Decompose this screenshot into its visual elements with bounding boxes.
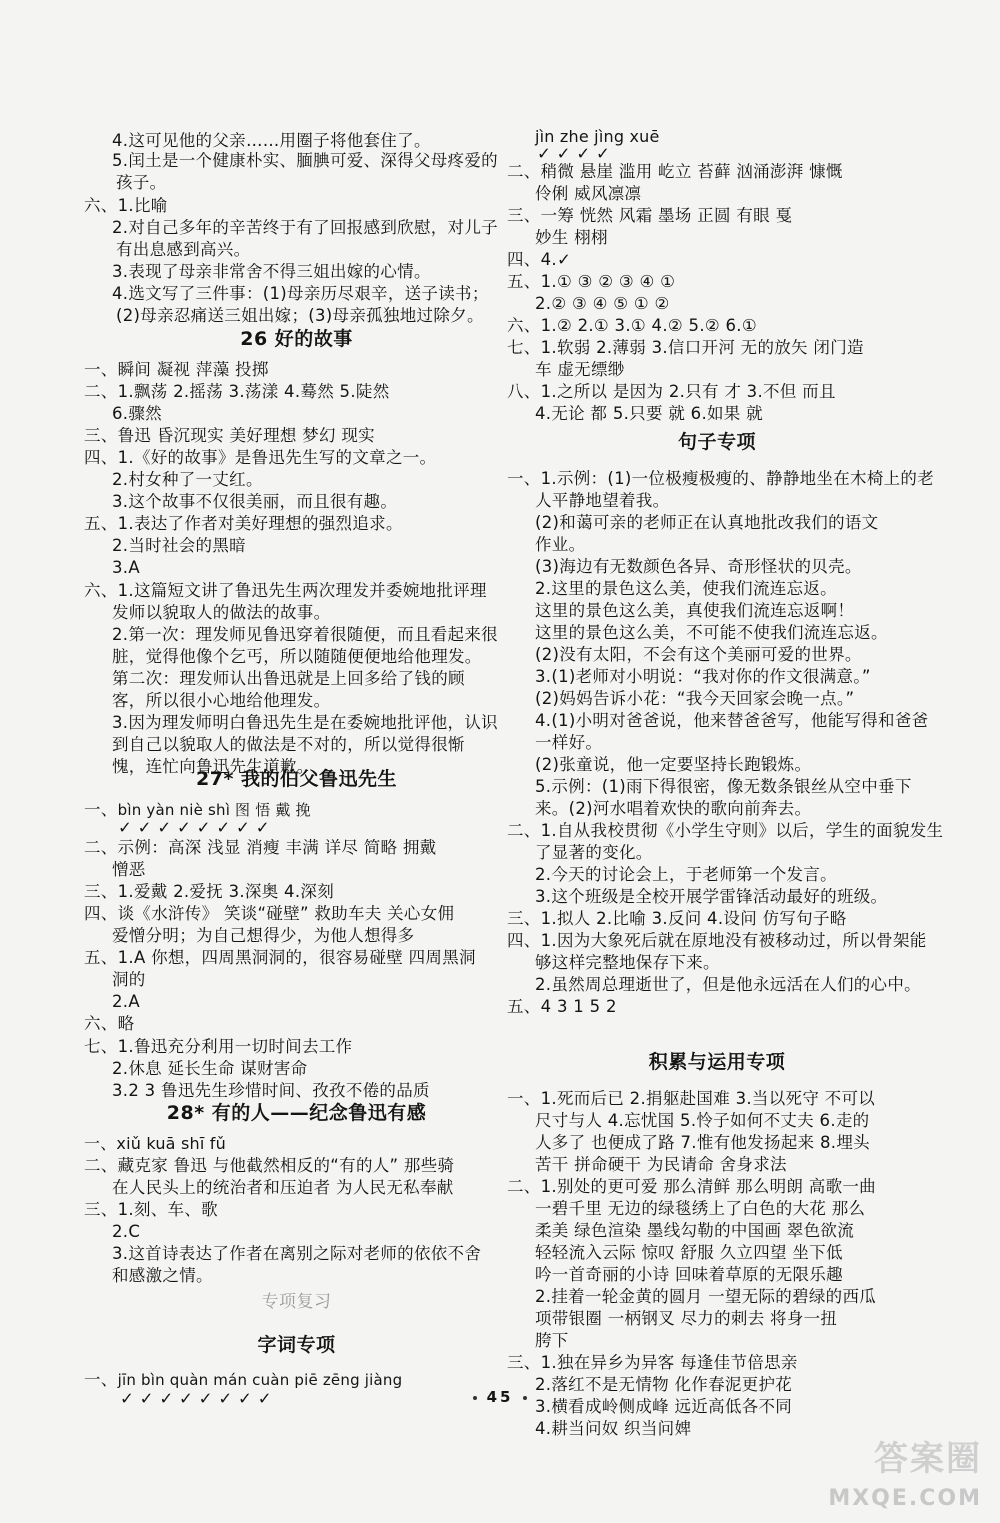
answer-line: 二、示例：高深 浅显 消瘦 丰满 详尽 简略 拥戴 <box>84 838 437 857</box>
answer-line: 2.C <box>112 1222 141 1241</box>
answer-line: 作业。 <box>535 535 586 554</box>
answer-line: 4.选文写了三件事：(1)母亲历尽艰辛，送子读书； <box>112 284 489 303</box>
answer-line: 第二次：理发师认出鲁迅就是上回多给了钱的顾 <box>112 669 465 688</box>
answer-line: 七、1.鲁迅充分利用一切时间去工作 <box>84 1037 353 1056</box>
section-title-28: 28* 有的人——纪念鲁迅有感 <box>166 1102 427 1124</box>
bullet-dot <box>523 1396 527 1400</box>
answer-line: (2)妈妈告诉小花：“我今天回家会晚一点。” <box>535 689 855 708</box>
answer-line: 四、1.因为大象死后就在原地没有被移动过，所以骨架能 <box>507 931 927 950</box>
answer-line: 4.无论 都 5.只要 就 6.如果 就 <box>535 404 763 423</box>
answer-line: 柔美 绿色渲染 墨线勾勒的中国画 翠色欲流 <box>535 1221 855 1240</box>
answer-line: 3.横看成岭侧成峰 远近高低各不同 <box>535 1397 793 1416</box>
answer-line: 2.今天的讨论会上，于老师第一个发言。 <box>535 865 837 884</box>
answer-line: 妙生 栩栩 <box>535 228 608 247</box>
answer-line: 二、1.自从我校贯彻《小学生守则》以后，学生的面貌发生 <box>507 821 944 840</box>
answer-line: 二、稍微 悬崖 滥用 屹立 苔藓 汹涌澎湃 慷慨 <box>507 162 843 181</box>
page-number <box>0 1388 1000 1406</box>
answer-line: (2)母亲忍痛送三姐出嫁；(3)母亲孤独地过除夕。 <box>116 306 484 325</box>
answer-line: 五、1.表达了作者对美好理想的强烈追求。 <box>84 514 403 533</box>
answer-line: 二、1.飘荡 2.摇荡 3.荡漾 4.蓦然 5.陡然 <box>84 382 390 401</box>
answer-line: 三、1.刻、车、歌 <box>84 1200 218 1219</box>
answer-line: 2.虽然周总理逝世了，但是他永远活在人们的心中。 <box>535 975 921 994</box>
answer-line: 孩子。 <box>116 173 167 192</box>
answer-line: (2)没有太阳，不会有这个美丽可爱的世界。 <box>535 645 862 664</box>
answer-line: 爱憎分明；为自己想得少，为他人想得多 <box>112 926 415 945</box>
pinyin-row: bìn yàn niè shì 图 悟 戴 挽 <box>117 801 311 819</box>
answer-line: 愧，连忙向鲁迅先生道歉。 <box>112 757 314 776</box>
bullet-dot <box>473 1396 477 1400</box>
answer-line: (2)和蔼可亲的老师正在认真地批改我们的语文 <box>535 513 879 532</box>
answer-line: 有出息感到高兴。 <box>116 240 251 259</box>
answer-line: 七、1.软弱 2.薄弱 3.信口开河 无的放矢 闭门造 <box>507 338 864 357</box>
answer-line: 脏，觉得他像个乞丐，所以随随便便地给他理发。 <box>112 647 482 666</box>
answer-line: 4.这可见他的父亲……用圈子将他套住了。 <box>112 131 431 150</box>
answer-line: (3)海边有无数颜色各异、奇形怪状的贝壳。 <box>535 557 862 576</box>
answer-line: 五、4 3 1 5 2 <box>507 997 617 1016</box>
answer-line: 六、1.这篇短文讲了鲁迅先生两次理发并委婉地批评理 <box>84 581 487 600</box>
answer-line: 3.2 3 鲁迅先生珍惜时间、孜孜不倦的品质 <box>112 1081 430 1100</box>
answer-line: 洞的 <box>112 970 146 989</box>
answer-line: 客，所以很小心地给他理发。 <box>112 691 331 710</box>
answer-line: 3.A <box>112 558 140 577</box>
answer-line: 3.这个班级是全校开展学雷锋活动最好的班级。 <box>535 887 888 906</box>
answer-line: 2.落红不是无情物 化作春泥更护花 <box>535 1375 793 1394</box>
page-number-text: 45 <box>486 1388 514 1406</box>
answer-line: 2.当时社会的黑暗 <box>112 536 246 555</box>
answer-line: 轻轻流入云际 惊叹 舒服 久立四望 坐下低 <box>535 1243 843 1262</box>
answer-line: 了显著的变化。 <box>535 843 653 862</box>
tick-row: ✓ ✓ ✓ ✓ <box>537 144 611 163</box>
answer-line: 在人民头上的统治者和压迫者 为人民无私奉献 <box>112 1178 454 1197</box>
answer-line: 和感激之情。 <box>112 1266 213 1285</box>
answer-line: 一、瞬间 凝视 萍藻 投掷 <box>84 360 269 379</box>
answer-line: 六、略 <box>84 1014 135 1033</box>
answer-line: 二、藏克家 鲁迅 与他截然相反的“有的人” 那些骑 <box>84 1156 455 1175</box>
answer-line: 二、1.别处的更可爱 那么清鲜 那么明朗 高歌一曲 <box>507 1177 876 1196</box>
answer-line: 伶俐 威风凛凛 <box>535 184 642 203</box>
answer-line: 一、xiǔ kuā shī fǔ <box>84 1134 226 1153</box>
answer-line: 一样好。 <box>535 733 603 752</box>
item-prefix: 一、 <box>84 800 118 819</box>
answer-line: 6.骤然 <box>112 404 162 423</box>
answer-line: 一、1.死而后已 2.捐躯赴国难 3.当以死守 不可以 <box>507 1089 876 1108</box>
answer-line: 发师以貌取人的做法的故事。 <box>112 603 331 622</box>
answer-line: 三、一筹 恍然 风霜 墨场 正圆 有眼 戛 <box>507 206 793 225</box>
answer-line: 八、1.之所以 是因为 2.只有 才 3.不但 而且 <box>507 382 836 401</box>
answer-line: 六、1.比喻 <box>84 196 168 215</box>
answer-line: 2.对自己多年的辛苦终于有了回报感到欣慰，对儿子 <box>112 218 498 237</box>
item-prefix: 一、 <box>84 1370 118 1389</box>
answer-line: 2.村女种了一丈红。 <box>112 470 263 489</box>
answer-line: 3.(1)老师对小明说：“我对你的作文很满意。” <box>535 667 871 686</box>
answer-line: 人平静地望着我。 <box>535 491 670 510</box>
answer-line: 车 虚无缥缈 <box>535 360 625 379</box>
tick-row: ✓ ✓ ✓ ✓ ✓ ✓ ✓ ✓ <box>120 1389 272 1408</box>
answer-line: 2.A <box>112 992 140 1011</box>
section-title-words: 字词专项 <box>257 1334 336 1356</box>
answer-line: 这里的景色这么美，不可能不使我们流连忘返。 <box>535 623 888 642</box>
answer-line: 2.这里的景色这么美，使我们流连忘返。 <box>535 579 837 598</box>
section-title-accumulation: 积累与运用专项 <box>648 1051 786 1073</box>
section-title-27: 27* 我的伯父鲁迅先生 <box>196 768 397 790</box>
answer-line: (2)张童说，他一定要坚持长跑锻炼。 <box>535 755 812 774</box>
answer-line: 四、谈《水浒传》 笑谈“碰壁” 救助车夫 关心女佣 <box>84 904 455 923</box>
answer-line: 四、1.《好的故事》是鲁迅先生写的文章之一。 <box>84 448 437 467</box>
answer-line: 憎恶 <box>112 860 146 879</box>
answer-line: 苦干 拼命硬干 为民请命 舍身求法 <box>535 1155 787 1174</box>
answer-line: 2.② ③ ④ ⑤ ① ② <box>535 294 670 313</box>
answer-line: 够这样完整地保存下来。 <box>535 953 720 972</box>
answer-line: 3.这个故事不仅很美丽，而且很有趣。 <box>112 492 398 511</box>
answer-line: 2.第一次：理发师见鲁迅穿着很随便，而且看起来很 <box>112 625 498 644</box>
answer-line: 3.因为理发师明白鲁迅先生是在委婉地批评他，认识 <box>112 713 498 732</box>
answer-line: 来。(2)河水唱着欢快的歌向前奔去。 <box>535 799 812 818</box>
answer-line: 五、1.A 你想，四周黑洞洞的，很容易碰壁 四周黑洞 <box>84 948 476 967</box>
answer-line: 4.(1)小明对爸爸说，他来替爸爸写，他能写得和爸爸 <box>535 711 929 730</box>
review-section-title: 专项复习 <box>261 1292 332 1312</box>
answer-line: 项带银圈 一柄钢叉 尽力的刺去 将身一扭 <box>535 1309 838 1328</box>
answer-line: 这里的景色这么美，真使我们流连忘返啊！ <box>535 601 855 620</box>
answer-line: 5.示例：(1)雨下得很密，像无数条银丝从空中垂下 <box>535 777 912 796</box>
answer-line: 4.耕当问奴 织当问婢 <box>535 1419 692 1438</box>
answer-line: 五、1.① ③ ② ③ ④ ① <box>507 272 676 291</box>
answer-line: 三、鲁迅 昏沉现实 美好理想 梦幻 现实 <box>84 426 375 445</box>
answer-line: 胯下 <box>535 1331 569 1350</box>
answer-line: 3.表现了母亲非常舍不得三姐出嫁的心情。 <box>112 262 431 281</box>
answer-line: 到自己以貌取人的做法是不对的，所以觉得很惭 <box>112 735 465 754</box>
answer-line: 三、1.拟人 2.比喻 3.反问 4.设问 仿写句子略 <box>507 909 847 928</box>
answer-line: 三、1.独在异乡为异客 每逢佳节倍思亲 <box>507 1353 798 1372</box>
answer-line: 吟一首奇丽的小诗 回味着草原的无限乐趣 <box>535 1265 843 1284</box>
section-title-sentences: 句子专项 <box>677 431 756 453</box>
watermark-url: MXQE.COM <box>828 1486 982 1511</box>
answer-line: 3.这首诗表达了作者在离别之际对老师的依依不舍 <box>112 1244 482 1263</box>
answer-line: 尺寸与人 4.忘忧国 5.怜子如何不丈夫 6.走的 <box>535 1111 870 1130</box>
watermark-logo: 答案圈 <box>874 1439 982 1479</box>
answer-line: 人多了 也便成了路 7.惟有他发扬起来 8.埋头 <box>535 1133 870 1152</box>
answer-line: 六、1.② 2.① 3.① 4.② 5.② 6.① <box>507 316 757 335</box>
answer-line: 2.挂着一轮金黄的圆月 一望无际的碧绿的西瓜 <box>535 1287 877 1306</box>
pinyin-row: jīn bìn quàn mán cuàn piē zēng jiàng <box>117 1371 403 1389</box>
watermark <box>828 1431 982 1511</box>
answer-line: 一碧千里 无边的绿毯绣上了白色的大花 那么 <box>535 1199 866 1218</box>
pinyin-row: jìn zhe jìng xuē <box>535 127 660 146</box>
tick-row: ✓ ✓ ✓ ✓ ✓ ✓ ✓ ✓ <box>118 818 270 837</box>
answer-line: 5.闰土是一个健康朴实、腼腆可爱、深得父母疼爱的 <box>112 151 498 170</box>
answer-line: 2.休息 延长生命 谋财害命 <box>112 1059 308 1078</box>
answer-line: 一、1.示例：(1)一位极瘦极瘦的、静静地坐在木椅上的老 <box>507 469 935 488</box>
answer-line: 四、4.✓ <box>507 250 572 269</box>
section-title-26: 26 好的故事 <box>240 328 353 350</box>
answer-line: 三、1.爱戴 2.爱抚 3.深奥 4.深刻 <box>84 882 335 901</box>
